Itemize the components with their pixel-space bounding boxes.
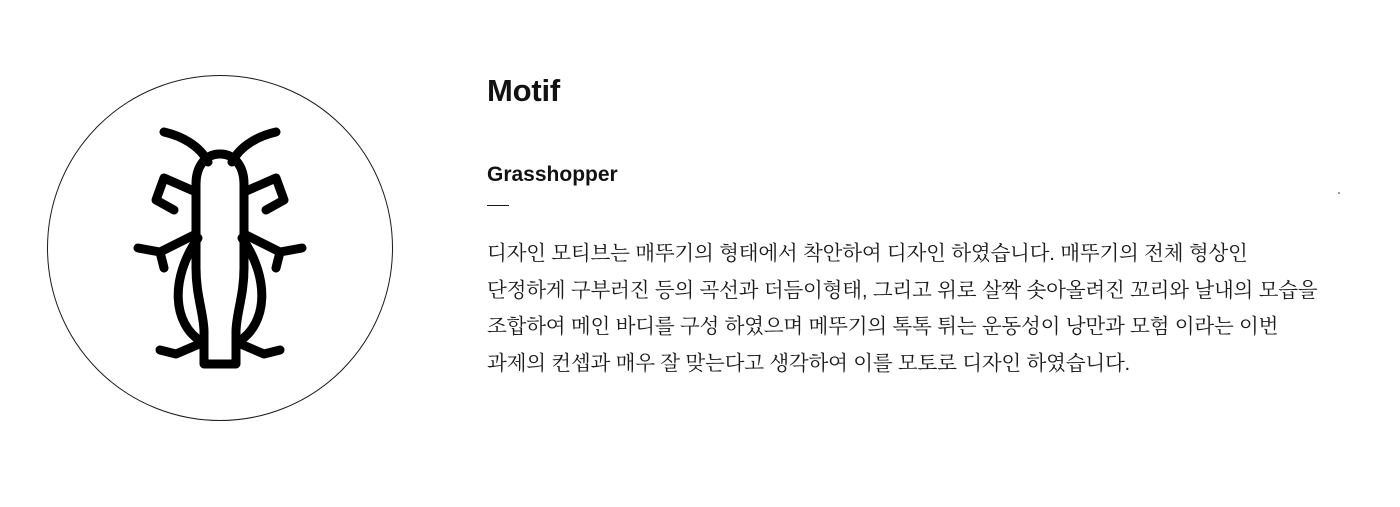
stray-mark: [1338, 192, 1340, 194]
motif-figure: [45, 48, 395, 448]
page-title: Motif: [487, 73, 561, 108]
motif-text-block: [487, 72, 1327, 382]
motif-description: 디자인 모티브는 매뚜기의 형태에서 착안하여 디자인 하였습니다. 매뚜기의 전체 형상인 단정하게 구부러진 등의 곡선과 더듬이형태, 그리고 위로 살짝 솟아올려진 꼬리와 날내의 모습을 조합하여 메인 바디를 구성 하였으며 메뚜기의 톡톡 튀는 운동성이 낭만과 모험 이라는 이번 과제의 컨셉과 매우 잘 맞는다고 생각하여 이를 모토로 디자인 하였습니다.: [487, 242, 1318, 375]
motif-circle-frame: [47, 75, 393, 421]
motif-subtitle: Grasshopper: [487, 163, 618, 187]
grasshopper-icon: [120, 118, 320, 378]
